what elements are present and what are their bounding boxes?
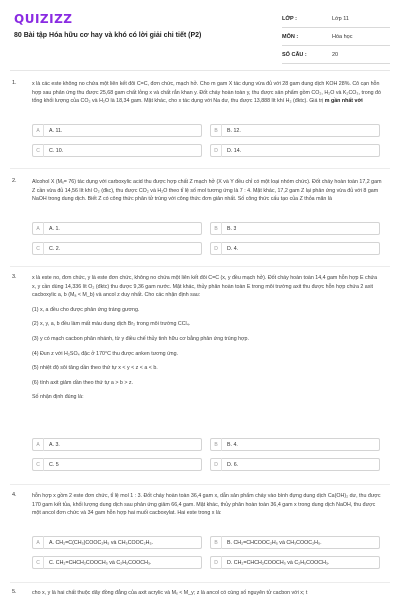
meta-row-subject <box>282 28 390 46</box>
question-divider <box>10 582 390 583</box>
option-text: A. 3. <box>49 441 60 448</box>
question-stem: hỗn hợp x gồm 2 este đơn chức, tỉ lệ mol 1 : 3. Đốt cháy hoàn toàn 36,4 gam x, dẫn sản phẩm cháy vào bình đựng dung dịch Ca(OH)₂ dư, thu được 170 gam kết tủa, khối lượng dung dịch sau phản ứng giảm 66,4 gam. Mặt khác, thủy phân hoàn toàn 36,4 gam x trong dung dịch NaOH, thu được một ancol đơn chức và 34 gam hỗn hợp hai muối cacboxylat. Hai este trong x là: <box>32 493 381 517</box>
option-letter: C <box>33 556 44 569</box>
question-number: 2. <box>12 178 17 184</box>
meta-value: Hóa học <box>332 33 353 40</box>
meta-value: Lớp 11 <box>332 15 349 22</box>
quizizz-logo: QUIZIZZ <box>14 12 73 26</box>
option-text: D. CH₂=CHCH₂COOCH₃ và C₂H₅COOCH₃. <box>227 559 330 566</box>
question-stem: Alcohol X (Mₓ= 76) tác dụng với carboxylic acid thu được hợp chất Z mạch hở (X và Y đều chỉ có một loại nhóm chức). Đốt cháy hoàn toàn 17,2 gam Z cần vừa đủ 14,56 lít khí O₂ (đkc), thu được CO₂ và H₂O theo tỉ lệ số mol tương ứng là 7 : 4. Mặt khác, 17,2 gam Z lại phản ứng vừa đủ với 8 gam NaOH trong dung dịch. Biết Z có công thức phân tử trùng với công thức đơn giản nhất. Số công thức cấu tạo của Z thỏa mãn là <box>32 179 382 203</box>
option-text: B. 3 <box>227 225 237 232</box>
option-text: A. CH₂=C(CH₃)COOC₂H₅ và CH₃COOC₂H₅. <box>49 539 154 546</box>
page-header <box>0 0 400 62</box>
header-divider <box>10 70 390 71</box>
question-divider <box>10 266 390 267</box>
option-letter: A <box>33 124 44 137</box>
question-text <box>32 80 382 109</box>
option-text: D. 14. <box>227 147 242 154</box>
option-letter: B <box>211 222 222 235</box>
question-number: 1. <box>12 80 17 86</box>
question-stem: x là este no, đơn chức, y là este đơn chức, không no chứa một liên kết đôi C=C (x, y đều mạch hở). Đốt cháy hoàn toàn 14,4 gam hỗn hợp E chứa x, y cần dùng 14,336 lít O₂ (đktc) thu được 9,36 gam nước. Mặt khác, thủy phân hoàn toàn E trong môi trường axit thu được hỗn hợp chứa 2 axit cacboxylic a, b (Mₐ < M_b) và ancol z duy nhất. Cho các nhận định sau: <box>32 275 378 299</box>
option-letter: B <box>211 536 222 549</box>
option-b[interactable] <box>210 222 380 235</box>
option-text: A. 1. <box>49 225 60 232</box>
option-c[interactable] <box>32 144 202 157</box>
question-number: 5. <box>12 589 17 595</box>
statement-1: (1) x, a đều cho được phản ứng tráng gương. <box>32 306 140 313</box>
option-text: B. 4. <box>227 441 238 448</box>
option-letter: D <box>211 458 222 471</box>
option-b[interactable] <box>210 536 380 549</box>
option-text: B. 12. <box>227 127 241 134</box>
option-d[interactable] <box>210 144 380 157</box>
option-text: A. 11. <box>49 127 63 134</box>
option-a[interactable] <box>32 124 202 137</box>
option-letter: B <box>211 438 222 451</box>
question-stem: cho x, y là hai chất thuộc dãy đồng đẳng của axit acrylic và Mₓ < M_y; z là ancol có cùng số nguyên tử cacbon với x; t <box>32 590 308 596</box>
question-text <box>32 589 382 601</box>
option-letter: D <box>211 242 222 255</box>
question-text <box>32 274 382 405</box>
page-title: 80 Bài tập Hóa hữu cơ hay và khó có lời giải chi tiết (P2) <box>14 32 202 39</box>
option-letter: C <box>33 458 44 471</box>
option-b[interactable] <box>210 124 380 137</box>
option-letter: A <box>33 536 44 549</box>
meta-row-class <box>282 10 390 28</box>
option-c[interactable] <box>32 458 202 471</box>
option-text: D. 4. <box>227 245 239 252</box>
statement-2: (2) x, y, a, b đều làm mất màu dung dịch Br₂ trong môi trường CCl₄. <box>32 321 191 328</box>
question-text <box>32 178 382 207</box>
option-letter: C <box>33 144 44 157</box>
option-letter: D <box>211 144 222 157</box>
statement-6: (6) tính axit giảm dần theo thứ tự a > b > z. <box>32 379 134 386</box>
option-text: D. 6. <box>227 461 239 468</box>
question-divider <box>10 484 390 485</box>
question-stem: x là các este không no chứa một liên kết đôi C=C, đơn chức, mạch hở. Cho m gam X tác dụng vừa đủ với 28 gam dung dịch KOH 28%. Cô cạn hỗn hợp sau phản ứng thu được 25,68 gam chất lỏng x và chất rắn khan y. Đốt cháy hoàn toàn y, thu được sản phẩm gồm CO₂, H₂O và K₂CO₃, trong đó tổng khối lượng của CO₂ và H₂O là 18,34 gam. Mặt khác, cho x tác dụng với Na dư, thu được 13,888 lít khí H₂ (đktc). Giá trị m gần nhất với <box>32 81 381 105</box>
option-letter: B <box>211 124 222 137</box>
option-text: C. 10. <box>49 147 64 154</box>
option-letter: C <box>33 242 44 255</box>
option-text: C. CH₂=CHCH₂COOCH₃ và C₂H₅COOCH₃. <box>49 559 152 566</box>
option-letter: A <box>33 438 44 451</box>
option-c[interactable] <box>32 242 202 255</box>
statement-5: (5) nhiệt độ sôi tăng dần theo thứ tự x < y < z < a < b. <box>32 365 158 372</box>
question-text <box>32 492 382 521</box>
option-d[interactable] <box>210 556 380 569</box>
quiz-meta-table <box>282 10 390 64</box>
meta-value: 20 <box>332 51 339 58</box>
meta-row-question-count <box>282 46 390 64</box>
option-letter: A <box>33 222 44 235</box>
option-a[interactable] <box>32 222 202 235</box>
statement-3: (3) y có mạch cacbon phân nhánh, từ y điều chế thủy tinh hữu cơ bằng phản ứng trùng hợp. <box>32 335 249 342</box>
option-text: C. 2. <box>49 245 61 252</box>
option-a[interactable] <box>32 438 202 451</box>
option-a[interactable] <box>32 536 202 549</box>
meta-key: SỐ CÂU : <box>282 51 307 58</box>
option-text: B. CH₂=CHCOOC₂H₅ và CH₃COOC₂H₅. <box>227 539 322 546</box>
question-number: 4. <box>12 492 17 498</box>
emphasis-text: m gần nhất với <box>324 98 363 105</box>
meta-key: LỚP : <box>282 15 297 22</box>
meta-key: MÔN : <box>282 33 299 40</box>
option-c[interactable] <box>32 556 202 569</box>
question-divider <box>10 168 390 169</box>
option-d[interactable] <box>210 242 380 255</box>
question-number: 3. <box>12 274 17 280</box>
option-letter: D <box>211 556 222 569</box>
statement-4: (4) Đun z với H₂SO₄ đặc ở 170°C thu được anken tương ứng. <box>32 350 178 357</box>
option-b[interactable] <box>210 438 380 451</box>
option-text: C. 5 <box>49 461 59 468</box>
option-d[interactable] <box>210 458 380 471</box>
question-tail: Số nhận định đúng là: <box>32 394 84 401</box>
